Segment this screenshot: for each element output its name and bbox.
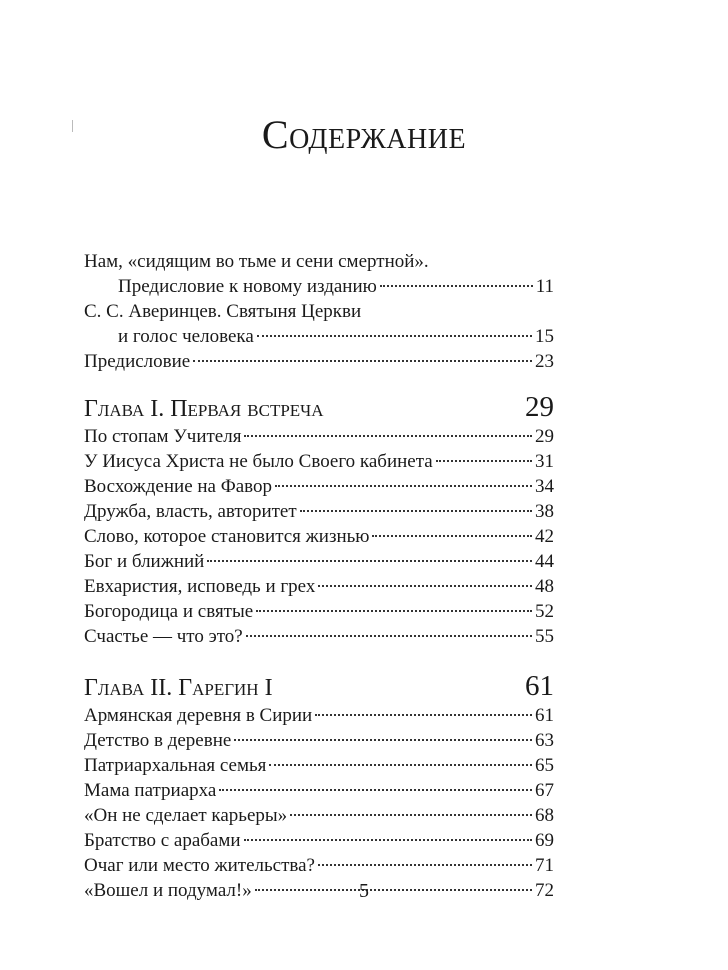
dot-leader (290, 814, 532, 816)
toc-entry-page: 42 (535, 526, 554, 547)
toc-entry[interactable] (84, 574, 554, 599)
toc-entry-title: Очаг или место жительства? (84, 855, 315, 876)
toc-entry-title: Евхаристия, исповедь и грех (84, 576, 316, 597)
toc-entry-page: 72 (535, 880, 554, 901)
dot-leader (246, 635, 532, 637)
dot-leader (256, 610, 532, 612)
toc-entry-page: 48 (535, 576, 554, 597)
toc-entry[interactable] (84, 524, 554, 549)
toc-entry-page: 67 (535, 780, 554, 801)
toc-entry[interactable] (84, 828, 554, 853)
toc-entry-title: Нам, «сидящим во тьме и сени смертной». (84, 251, 429, 272)
toc-entry[interactable] (84, 703, 554, 728)
toc-entry-page: 69 (535, 830, 554, 851)
dot-leader (436, 460, 532, 462)
toc-entry-page: 55 (535, 626, 554, 647)
toc-entry-title: Восхождение на Фавор (84, 476, 273, 497)
dot-leader (234, 739, 532, 741)
toc-entry-title: Патриархальная семья (84, 755, 267, 776)
dot-leader (300, 510, 532, 512)
toc-entry-page: 61 (535, 705, 554, 726)
toc-entry[interactable] (84, 728, 554, 753)
toc-entry[interactable] (84, 803, 554, 828)
toc-entry-page: 29 (535, 426, 554, 447)
toc-entry-page: 68 (535, 805, 554, 826)
dot-leader (244, 435, 532, 437)
chapter-title: Глава I. Первая встреча (84, 396, 324, 422)
toc-entry[interactable] (84, 778, 554, 803)
dot-leader (257, 335, 532, 337)
toc-entry-page: 71 (535, 855, 554, 876)
dot-leader (318, 585, 532, 587)
toc-entry[interactable] (84, 474, 554, 499)
toc-entry-title: Детство в деревне (84, 730, 232, 751)
toc-entry[interactable] (84, 299, 554, 349)
dot-leader (275, 485, 532, 487)
toc-entry-title: Слово, которое становится жизнью (84, 526, 370, 547)
toc-entry-page: 65 (535, 755, 554, 776)
toc-entry[interactable] (84, 549, 554, 574)
chapter-heading[interactable] (84, 390, 554, 424)
toc-entry-title: Предисловие (84, 351, 191, 372)
toc-entry[interactable] (84, 753, 554, 778)
dot-leader (315, 714, 532, 716)
toc-entry-title: Бог и ближний (84, 551, 205, 572)
toc-entry-subtitle: Предисловие к новому изданию (118, 276, 377, 297)
page-number: 5 (359, 880, 369, 902)
dot-leader (244, 839, 532, 841)
toc-entry[interactable] (84, 424, 554, 449)
toc-entry-page: 31 (535, 451, 554, 472)
toc-entry[interactable] (84, 624, 554, 649)
toc-entry-subtitle: и голос человека (118, 326, 254, 347)
toc-entry[interactable] (84, 449, 554, 474)
dot-leader (219, 789, 532, 791)
table-of-contents (84, 249, 554, 903)
toc-entry-title: Счастье — что это? (84, 626, 243, 647)
chapter-page: 29 (525, 391, 554, 423)
toc-entry-title: С. С. Аверинцев. Святыня Церкви (84, 301, 362, 322)
chapter-page: 61 (525, 670, 554, 702)
dot-leader (318, 864, 532, 866)
toc-entry-title: По стопам Учителя (84, 426, 242, 447)
dot-leader (193, 360, 532, 362)
toc-entry-title: Мама патриарха (84, 780, 217, 801)
chapter-title: Глава II. Гарегин I (84, 675, 273, 701)
toc-entry-page: 23 (535, 351, 554, 372)
chapter-heading[interactable] (84, 669, 554, 703)
toc-entry-page: 11 (535, 276, 554, 297)
dot-leader (207, 560, 532, 562)
toc-entry[interactable] (84, 853, 554, 878)
toc-entry-title: «Вошел и подумал!» (84, 880, 252, 901)
toc-entry-title: У Иисуса Христа не было Своего кабинета (84, 451, 433, 472)
toc-entry-title: «Он не сделает карьеры» (84, 805, 288, 826)
toc-entry-page: 34 (535, 476, 554, 497)
dot-leader (380, 285, 533, 287)
toc-entry-page: 63 (535, 730, 554, 751)
toc-entry-title: Братство с арабами (84, 830, 241, 851)
toc-entry-title: Богородица и святые (84, 601, 254, 622)
toc-entry-page: 44 (535, 551, 554, 572)
toc-entry[interactable] (84, 349, 554, 374)
toc-entry-title: Дружба, власть, авторитет (84, 501, 297, 522)
toc-entry[interactable] (84, 499, 554, 524)
dot-leader (269, 764, 532, 766)
toc-entry-page: 52 (535, 601, 554, 622)
toc-entry[interactable] (84, 249, 554, 299)
toc-entry-title: Армянская деревня в Сирии (84, 705, 313, 726)
toc-entry-page: 15 (535, 326, 554, 347)
toc-entry-page: 38 (535, 501, 554, 522)
page-title: Содержание (261, 111, 467, 157)
dot-leader (372, 535, 532, 537)
toc-entry[interactable] (84, 599, 554, 624)
